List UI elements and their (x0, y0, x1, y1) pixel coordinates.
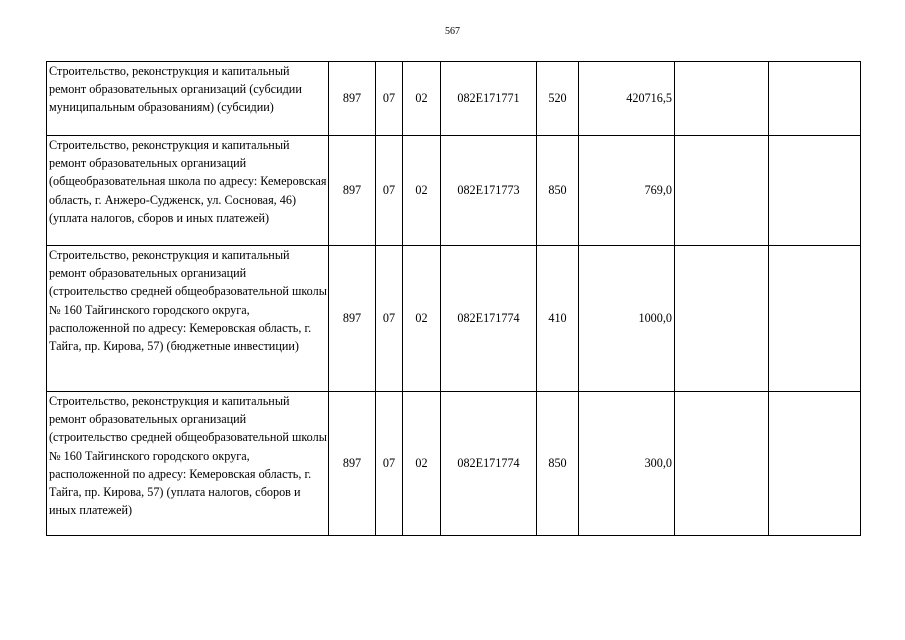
table-row (47, 246, 861, 392)
row-empty-cell (675, 392, 769, 536)
row-description: Строительство, реконструкция и капитальный ремонт образовательных организаций (субсидии муниципальным образованиям) (субсидии) (47, 62, 329, 136)
table-row (47, 392, 861, 536)
table-row (47, 62, 861, 136)
row-amount: 300,0 (579, 392, 675, 536)
row-description: Строительство, реконструкция и капитальный ремонт образовательных организаций (строительство средней общеобразовательной школы № 160 Тайгинского городского округа, расположенной по адресу: Кемеровская область, г. Тайга, пр. Кирова, 57) (бюджетные инвестиции) (47, 246, 329, 392)
row-subsection-code: 02 (403, 62, 441, 136)
row-empty-cell (675, 246, 769, 392)
row-expense-type: 520 (537, 62, 579, 136)
row-section-code: 07 (376, 392, 403, 536)
row-expense-type: 850 (537, 392, 579, 536)
row-empty-cell (769, 246, 861, 392)
row-section-code: 07 (376, 136, 403, 246)
row-expense-type: 850 (537, 136, 579, 246)
row-empty-cell (769, 392, 861, 536)
page-number: 567 (445, 26, 460, 37)
budget-table (46, 61, 861, 536)
row-section-code: 07 (376, 62, 403, 136)
row-ministry-code: 897 (329, 246, 376, 392)
row-description: Строительство, реконструкция и капитальный ремонт образовательных организаций (строительство средней общеобразовательной школы № 160 Тайгинского городского округа, расположенной по адресу: Кемеровская область, г. Тайга, пр. Кирова, 57) (уплата налогов, сборов и иных платежей) (47, 392, 329, 536)
row-subsection-code: 02 (403, 392, 441, 536)
row-subsection-code: 02 (403, 136, 441, 246)
row-section-code: 07 (376, 246, 403, 392)
table-row (47, 136, 861, 246)
row-target-article: 082E171774 (441, 392, 537, 536)
row-target-article: 082E171773 (441, 136, 537, 246)
row-ministry-code: 897 (329, 392, 376, 536)
row-empty-cell (769, 136, 861, 246)
row-ministry-code: 897 (329, 136, 376, 246)
row-amount: 420716,5 (579, 62, 675, 136)
row-ministry-code: 897 (329, 62, 376, 136)
row-description: Строительство, реконструкция и капитальный ремонт образовательных организаций (общеобразовательная школа по адресу: Кемеровская область, г. Анжеро-Судженск, ул. Сосновая, 46) (уплата налогов, сборов и иных платежей) (47, 136, 329, 246)
row-expense-type: 410 (537, 246, 579, 392)
row-target-article: 082E171771 (441, 62, 537, 136)
row-amount: 1000,0 (579, 246, 675, 392)
row-empty-cell (675, 136, 769, 246)
row-empty-cell (675, 62, 769, 136)
row-empty-cell (769, 62, 861, 136)
row-target-article: 082E171774 (441, 246, 537, 392)
row-amount: 769,0 (579, 136, 675, 246)
row-subsection-code: 02 (403, 246, 441, 392)
